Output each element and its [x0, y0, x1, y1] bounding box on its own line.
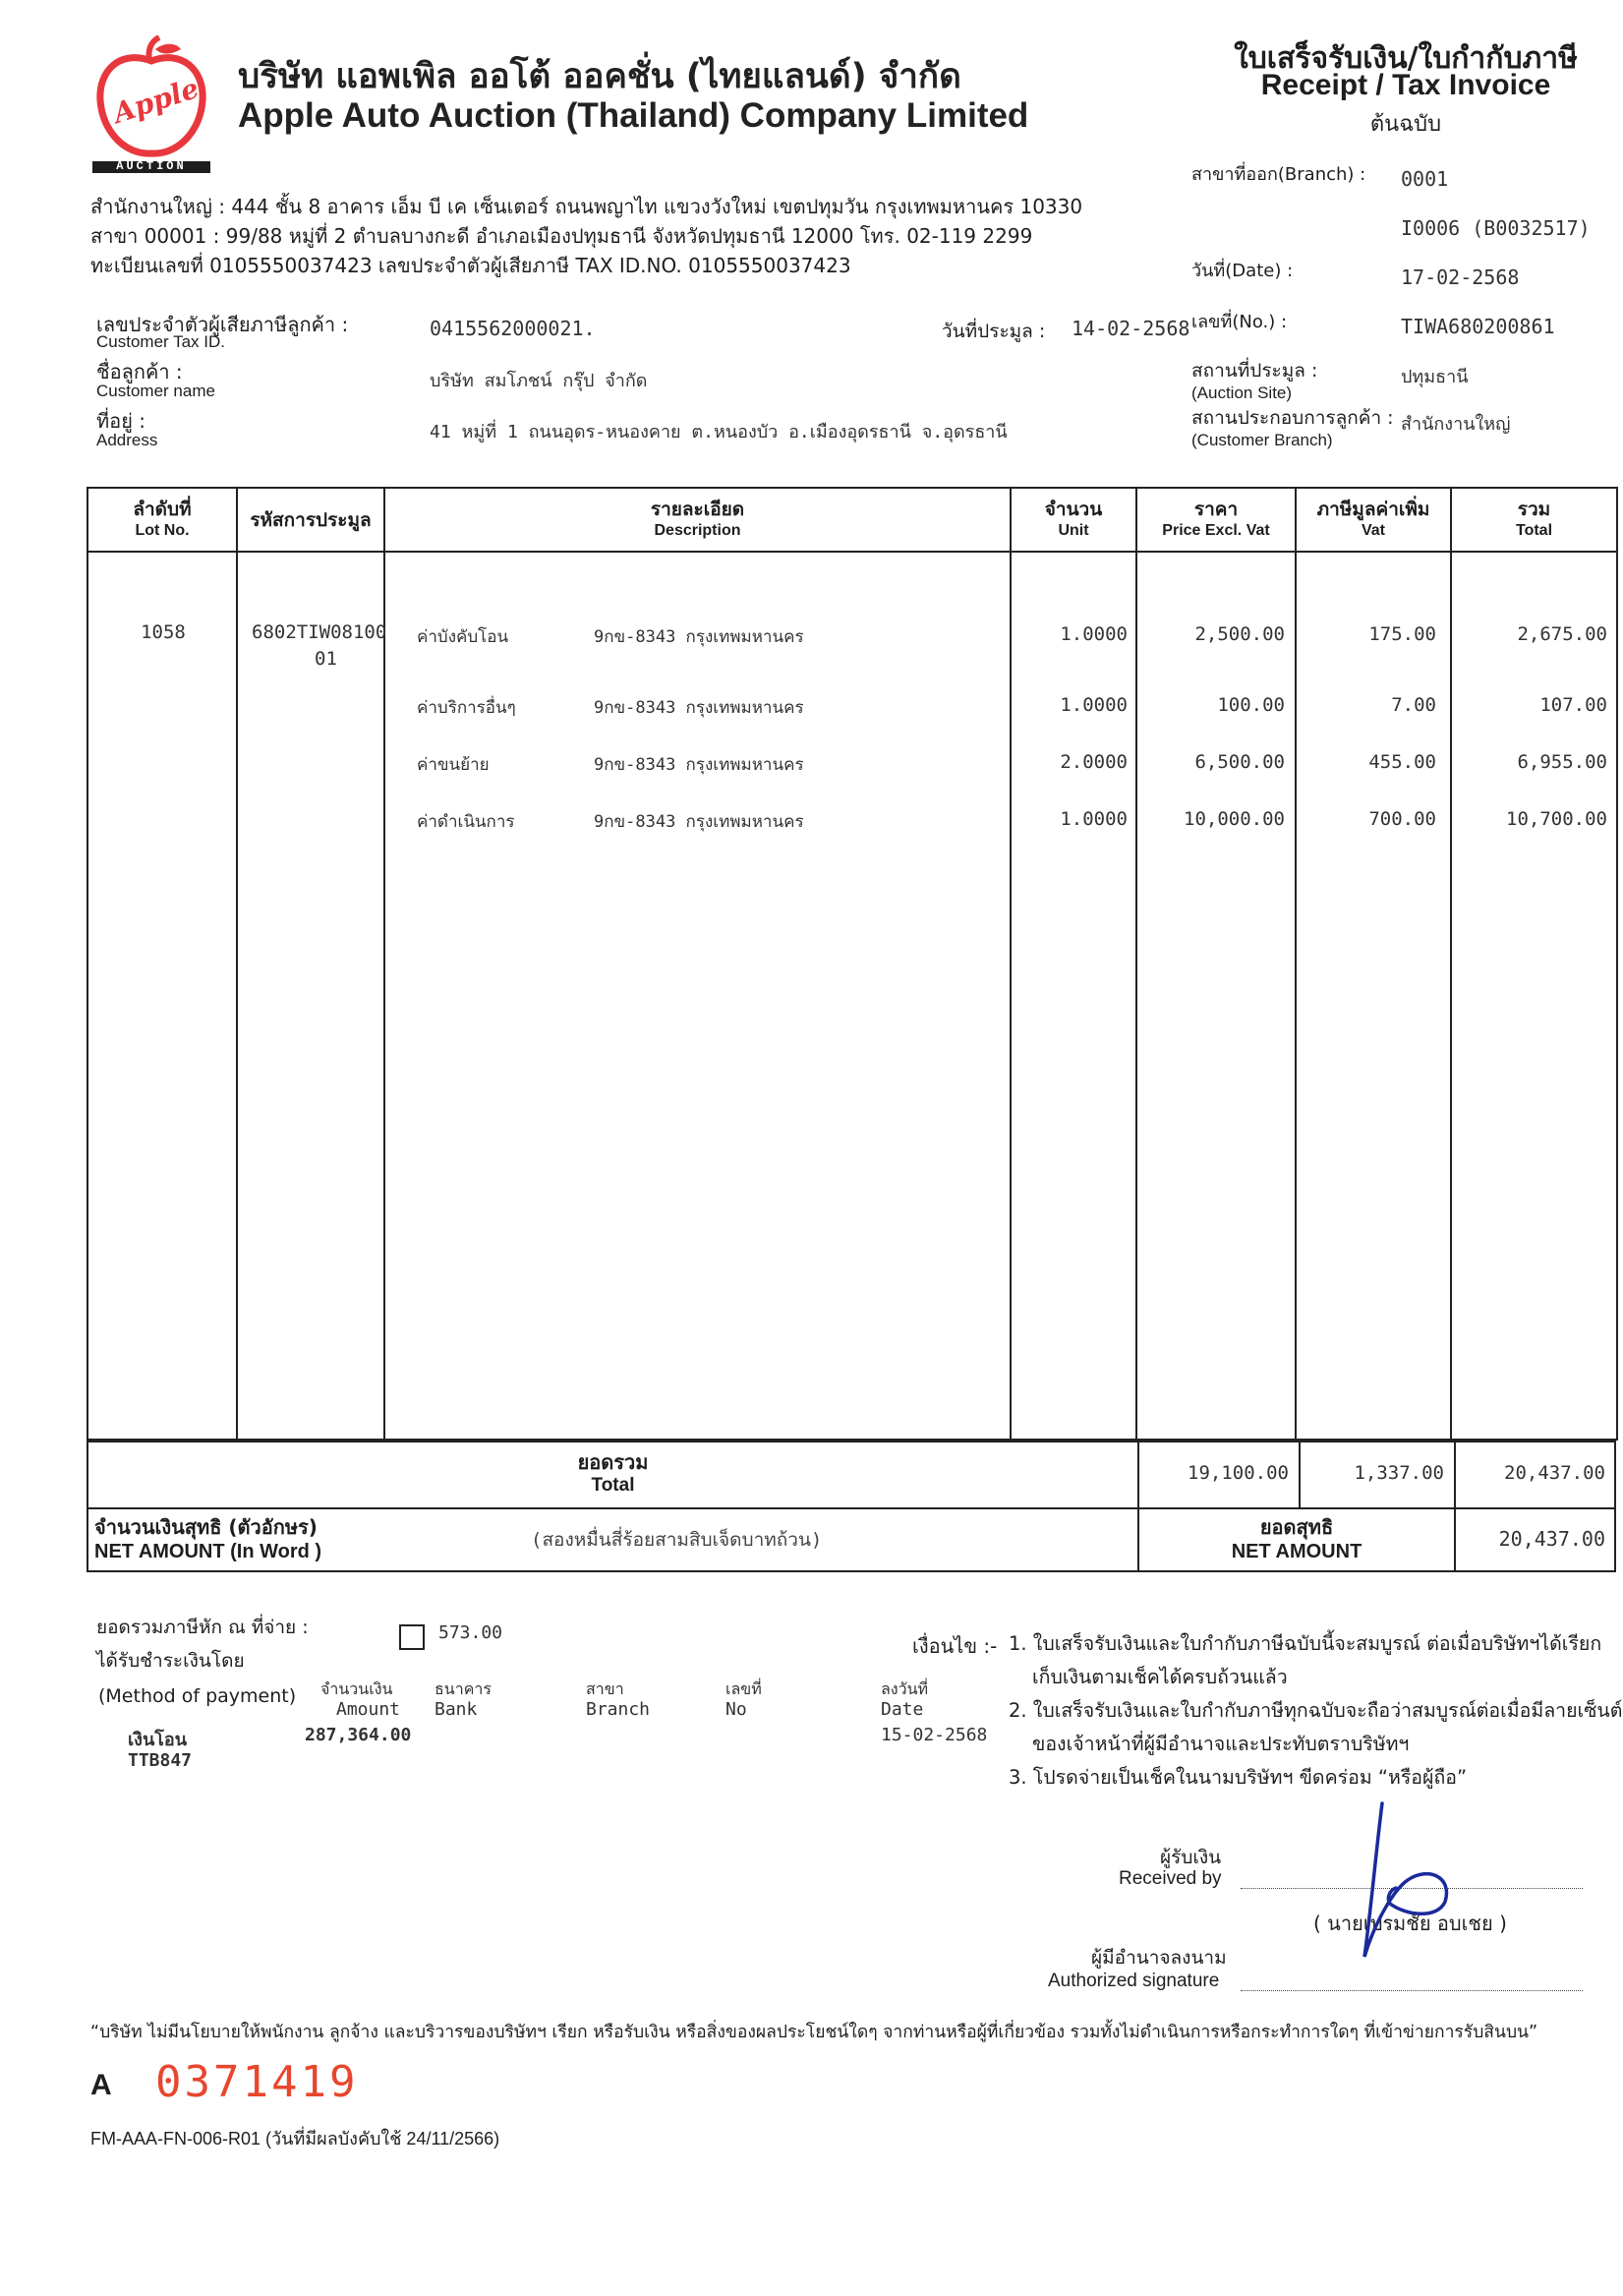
auction-code-value: 6802TIW08100	[252, 621, 387, 643]
customer-name-value: บริษัท สมโภชน์ กรุ๊ป จำกัด	[430, 371, 648, 391]
branch-value: 0001	[1401, 167, 1449, 191]
col-branch-en: Branch	[586, 1699, 651, 1720]
item-desc: ค่าขนย้าย	[417, 755, 490, 775]
auction-site-label: สถานที่ประมูล :	[1191, 360, 1318, 382]
customer-tax-label-en: Customer Tax ID.	[96, 332, 226, 351]
branch-label: สาขาที่ออก(Branch) :	[1191, 164, 1366, 185]
item-desc: ค่าบริการอื่นๆ	[417, 698, 516, 718]
wht-checkbox[interactable]	[399, 1624, 425, 1650]
company-registration: ทะเบียนเลขที่ 0105550037423 เลขประจำตัวผู้เสียภาษี TAX ID.NO. 0105550037423	[90, 254, 851, 277]
item-price: 6,500.00	[1194, 751, 1285, 773]
company-address-hq: สำนักงานใหญ่ : 444 ชั้น 8 อาคาร เอ็ม บี เค เซ็นเตอร์ ถนนพญาไท แขวงวังใหม่ เขตปทุมวัน กรุงเทพมหานคร 10330	[90, 195, 1083, 218]
company-name-th: บริษัท แอพเพิล ออโต้ ออคชั่น (ไทยแลนด์) จำกัด	[238, 57, 961, 96]
condition-1-cont: เก็บเงินตามเช็คได้ครบถ้วนแล้ว	[1032, 1666, 1288, 1688]
customer-tax-value: 0415562000021.	[430, 317, 596, 340]
auction-site-value: ปทุมธานี	[1401, 367, 1469, 387]
item-vat: 7.00	[1391, 694, 1436, 716]
col-amount-th: จำนวนเงิน	[320, 1679, 393, 1698]
col-no-th: เลขที่	[725, 1679, 762, 1698]
auction-date-label: วันที่ประมูล :	[942, 321, 1046, 342]
anti-bribery-policy: “บริษัท ไม่มีนโยบายให้พนักงาน ลูกจ้าง และบริวารของบริษัทฯ เรียก หรือรับเงิน หรือสิ่งของผลประโยชน์ใดๆ จากท่านหรือผู้ที่เกี่ยวข้อง รวมทั้งไม่ดำเนินการหรือกระทำการใดๆ ที่เข้าข่ายการรับสินบน”	[90, 2023, 1538, 2042]
col-no-en: No	[725, 1699, 747, 1720]
signature-mark	[1347, 1799, 1465, 1967]
vat-cell	[1296, 552, 1451, 1440]
payment-amount: 287,364.00	[305, 1725, 412, 1745]
total-label-th: ยอดรวม	[577, 1450, 649, 1474]
date-value: 17-02-2568	[1401, 265, 1520, 289]
conditions-label: เงื่อนไข :-	[912, 1634, 998, 1658]
logo-sub: AUCTION	[116, 159, 187, 173]
customer-tax-label: เลขประจำตัวผู้เสียภาษีลูกค้า :	[96, 313, 349, 336]
net-word-label-en: NET AMOUNT (In Word )	[94, 1541, 322, 1562]
authorized-en: Authorized signature	[1048, 1971, 1220, 1991]
customer-name-label: ชื่อลูกค้า :	[96, 360, 183, 383]
customer-address-value: 41 หมู่ที่ 1 ถนนอุดร-หนองคาย ต.หนองบัว อ.เมืองอุดรธานี จ.อุดรธานี	[430, 422, 1008, 442]
item-vat: 455.00	[1368, 751, 1436, 773]
header-price: ราคา Price Excl. Vat	[1136, 488, 1296, 552]
doc-copy-label: ต้นฉบับ	[1369, 112, 1442, 137]
net-label-en: NET AMOUNT	[1231, 1541, 1362, 1562]
received-by-th: ผู้รับเงิน	[1160, 1847, 1222, 1868]
company-name-en: Apple Auto Auction (Thailand) Company Limited	[238, 96, 1029, 135]
payment-method-label: (Method of payment)	[98, 1685, 297, 1707]
header-lot-no: ลำดับที่ Lot No.	[87, 488, 237, 552]
auction-code-cell	[237, 552, 387, 1440]
unit-cell	[1011, 552, 1136, 1440]
form-code: FM-AAA-FN-006-R01 (วันที่มีผลบังคับใช้ 24/11/2566)	[90, 2129, 500, 2149]
table-header-row	[87, 488, 1617, 552]
col-amount-en: Amount	[336, 1699, 401, 1720]
customer-branch-value: สำนักงานใหญ่	[1401, 414, 1511, 435]
header-auction-code: รหัสการประมูล	[237, 488, 384, 552]
total-total: 20,437.00	[1504, 1462, 1605, 1484]
item-unit: 1.0000	[1060, 808, 1128, 830]
col-branch-th: สาขา	[586, 1679, 624, 1698]
item-desc: ค่าดำเนินการ	[417, 812, 515, 832]
wht-value: 573.00	[438, 1622, 503, 1643]
header-description: รายละเอียด Description	[384, 488, 1011, 552]
customer-branch-label-en: (Customer Branch)	[1191, 431, 1333, 449]
item-unit: 1.0000	[1060, 694, 1128, 716]
price-cell	[1136, 552, 1296, 1440]
item-plate: 9กข-8343 กรุงเทพมหานคร	[594, 627, 804, 647]
item-plate: 9กข-8343 กรุงเทพมหานคร	[594, 698, 804, 718]
customer-branch-label: สถานประกอบการลูกค้า :	[1191, 407, 1394, 429]
item-total: 6,955.00	[1517, 751, 1607, 773]
lot-no-value: 1058	[141, 621, 186, 643]
net-amount-row	[87, 1505, 1616, 1572]
customer-name-label-en: Customer name	[96, 382, 215, 400]
item-total: 2,675.00	[1517, 623, 1607, 645]
item-price: 10,000.00	[1184, 808, 1285, 830]
col-date-th: ลงวันที่	[881, 1679, 929, 1698]
item-price: 2,500.00	[1194, 623, 1285, 645]
header-total: รวม Total	[1451, 488, 1617, 552]
doc-title-en: Receipt / Tax Invoice	[1260, 69, 1551, 101]
item-plate: 9กข-8343 กรุงเทพมหานคร	[594, 755, 804, 775]
lot-cell	[87, 552, 237, 1440]
col-bank-en: Bank	[435, 1699, 478, 1720]
totals-row	[87, 1441, 1616, 1509]
header-vat: ภาษีมูลค่าเพิ่ม Vat	[1296, 488, 1451, 552]
total-label-en: Total	[591, 1475, 635, 1496]
authorized-line	[1241, 1990, 1583, 1991]
net-word-value: (สองหมื่นสี่ร้อยสามสิบเจ็ดบาทถ้วน)	[531, 1529, 823, 1551]
payment-method: เงินโอน	[128, 1730, 188, 1750]
item-vat: 175.00	[1368, 623, 1436, 645]
total-cell	[1451, 552, 1617, 1440]
item-unit: 2.0000	[1060, 751, 1128, 773]
customer-address-label-en: Address	[96, 431, 158, 449]
doc-no-value: TIWA680200861	[1401, 315, 1555, 338]
date-label: วันที่(Date) :	[1191, 261, 1294, 281]
item-unit: 1.0000	[1060, 623, 1128, 645]
condition-2: 2. ใบเสร็จรับเงินและใบกำกับภาษีทุกฉบับจะถือว่าสมบูรณ์ต่อเมื่อมีลายเซ็นต์	[1009, 1699, 1623, 1722]
doc-no-label: เลขที่(No.) :	[1191, 312, 1288, 332]
col-bank-th: ธนาคาร	[435, 1679, 492, 1698]
net-label-th: ยอดสุทธิ	[1259, 1515, 1334, 1539]
header-unit: จำนวน Unit	[1011, 488, 1136, 552]
net-word-label-th: จำนวนเงินสุทธิ (ตัวอักษร)	[94, 1515, 318, 1539]
item-vat: 700.00	[1368, 808, 1436, 830]
received-by-label: ได้รับชำระเงินโดย	[96, 1650, 245, 1672]
company-address-branch: สาขา 00001 : 99/88 หมู่ที่ 2 ตำบลบางกะดี อำเภอเมืองปทุมธานี จังหวัดปทุมธานี 12000 โทร. 02-119 2299	[90, 224, 1033, 248]
condition-3: 3. โปรดจ่ายเป็นเช็คในนามบริษัทฯ ขีดคร่อม “หรือผู้ถือ”	[1009, 1766, 1468, 1789]
doc-title-th: ใบเสร็จรับเงิน/ใบกำกับภาษี	[1234, 41, 1578, 76]
payment-date: 15-02-2568	[881, 1725, 988, 1745]
total-price: 19,100.00	[1188, 1462, 1289, 1484]
item-total: 107.00	[1539, 694, 1607, 716]
payment-method-ref: TTB847	[128, 1750, 193, 1771]
wht-label: ยอดรวมภาษีหัก ณ ที่จ่าย :	[96, 1617, 309, 1638]
auction-site-label-en: (Auction Site)	[1191, 383, 1293, 402]
item-price: 100.00	[1217, 694, 1285, 716]
serial-prefix: A	[90, 2069, 112, 2101]
items-table	[87, 487, 1618, 1441]
item-plate: 9กข-8343 กรุงเทพมหานคร	[594, 812, 804, 832]
serial-number: 0371419	[155, 2057, 359, 2107]
reference-value: I0006 (B0032517)	[1401, 216, 1591, 240]
authorized-th: ผู้มีอำนาจลงนาม	[1091, 1947, 1227, 1969]
condition-2-cont: ของเจ้าหน้าที่ผู้มีอำนาจและประทับตราบริษัทฯ	[1032, 1733, 1410, 1755]
received-by-en: Received by	[1119, 1868, 1222, 1889]
condition-1: 1. ใบเสร็จรับเงินและใบกำกับภาษีฉบับนี้จะสมบูรณ์ ต่อเมื่อบริษัทฯได้เรียก	[1009, 1632, 1602, 1655]
col-date-en: Date	[881, 1699, 924, 1720]
total-vat: 1,337.00	[1354, 1462, 1444, 1484]
description-cell	[384, 552, 1011, 1440]
auction-date-value: 14-02-2568	[1072, 317, 1190, 340]
customer-address-label: ที่อยู่ :	[96, 409, 146, 433]
item-desc: ค่าบังคับโอน	[417, 627, 509, 647]
receiver-name: ( นายเปรมชัย อบเชย )	[1313, 1912, 1507, 1935]
company-logo	[90, 35, 212, 173]
logo-text: Apple	[109, 72, 203, 130]
item-total: 10,700.00	[1506, 808, 1607, 830]
net-amount-value: 20,437.00	[1498, 1527, 1605, 1551]
auction-code-value-cont: 01	[315, 648, 337, 670]
table-body-row	[87, 552, 1617, 1440]
